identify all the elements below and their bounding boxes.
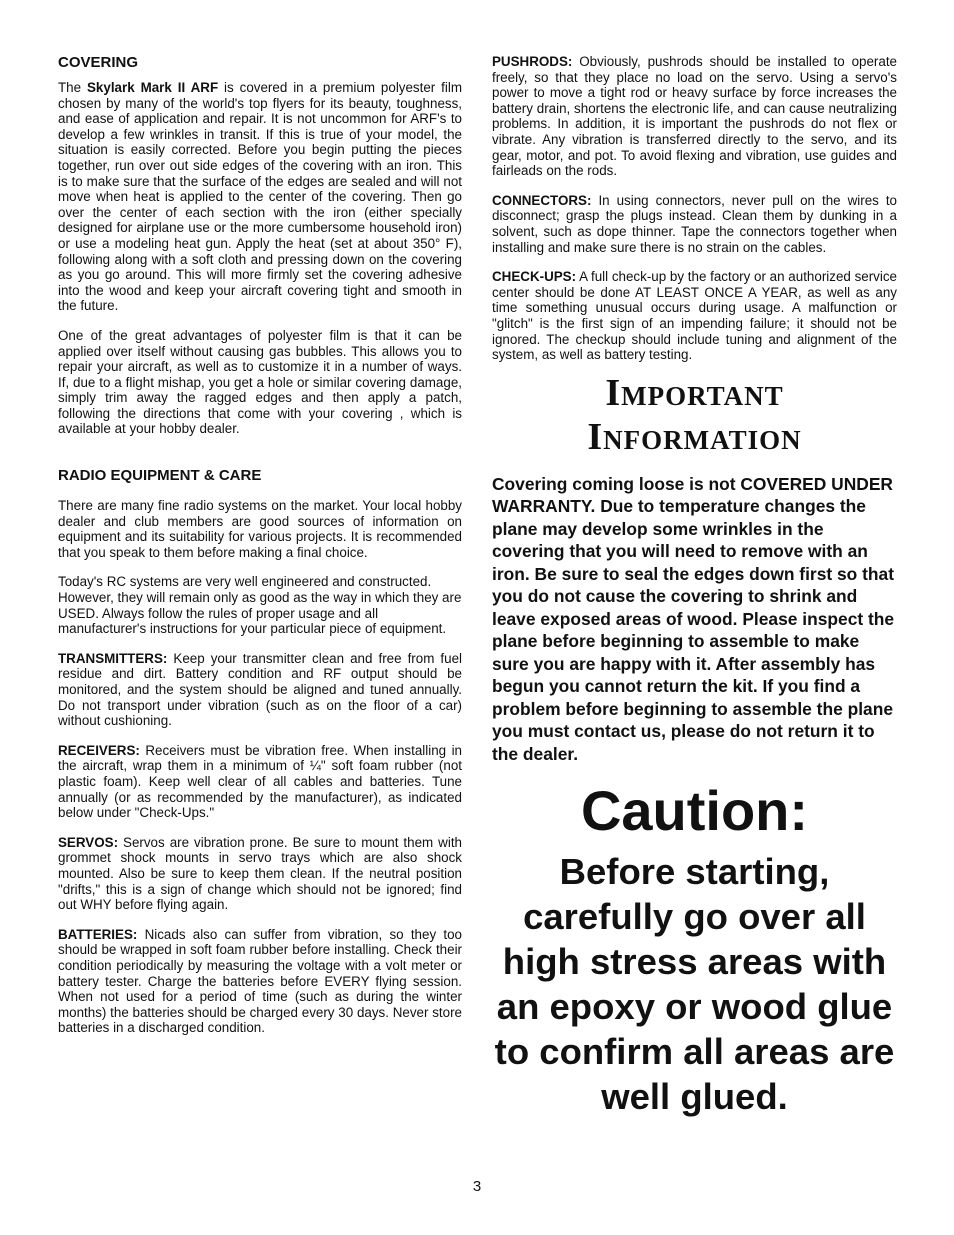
radio-paragraph-2: Today's RC systems are very well engineered and constructed. However, they will remain only as good as the way in which they are USED. Always follow the rules of proper usage and all manufacturer's instructions for your particular piece of equipment.	[58, 574, 462, 637]
covering-paragraph-2: One of the great advantages of polyester film is that it can be applied over itself without causing gas bubbles. This allows you to repair your aircraft, as well as to customize it in a number of ways. If, due to a flight mishap, you get a hole or similar covering damage, simply trim away the ragged edges and then apply a patch, following the directions that come with your covering , which is available at your hobby dealer.	[58, 327, 462, 437]
checkups-label: CHECK-UPS:	[492, 269, 577, 285]
receivers-label: RECEIVERS:	[58, 742, 140, 758]
product-name: Skylark Mark II ARF	[87, 80, 219, 95]
radio-paragraph-1: There are many fine radio systems on the market. Your local hobby dealer and club members are good sources of information on equipment and its suitability for various projects. It is recommended that you speak to them before making a final choice.	[58, 498, 462, 560]
pushrods-paragraph: PUSHRODS: Obviously, pushrods should be installed to operate freely, so that they place no load on the servo. Using a servo's power to move a tight rod or heavy surface by force increases the battery drain, shortens the electronic life, and can cause neutralizing problems. In addition, it is important the pushrods do not flex or vibrate. Any vibration is transferred directly to the servo, and its gear, motor, and pot. To avoid flexing and vibration, use guides and fairleads on the rods.	[492, 54, 897, 179]
important-information-body: Covering coming loose is not COVERED UNDER WARRANTY. Due to temperature changes the plane may develop some wrinkles in the covering that you will need to remove with an iron. Be sure to seal the edges down first so that you do not cause the covering to shrink and leave exposed areas of wood. Please inspect the plane before beginning to assemble to make sure you are happy with it. After assembly has begun you cannot return the kit. If you find a problem before beginning to assemble the plane you must contact us, please do not return it to the dealer.	[492, 473, 895, 764]
covering-heading: COVERING	[58, 54, 139, 71]
left-column	[58, 54, 462, 1036]
caution-title: Caution:	[580, 779, 809, 843]
right-column	[492, 54, 897, 1119]
page-number: 3	[472, 1178, 482, 1195]
checkups-paragraph: CHECK-UPS: A full check-up by the factory or an authorized service center should be done AT LEAST ONCE A YEAR, as well as any time something unusual occurs during usage. A malfunction or "glitch" is the first sign of an impending failure; it should not be ignored. The checkup should include tuning and alignment of the system, as well as battery testing.	[492, 269, 897, 363]
servos-paragraph: SERVOS: Servos are vibration prone. Be sure to mount them with grommet shock mounts in servo trays which are also shock mounted. Also be sure to keep them clean. If the neutral position "drifts," this is a sign of change which should not be ignored; find out WHY before flying again.	[58, 834, 462, 913]
transmitters-label: TRANSMITTERS:	[58, 650, 168, 666]
transmitters-paragraph: TRANSMITTERS: Keep your transmitter clean and free from fuel residue and dirt. Battery condition and RF output should be monitored, and the system should be aligned and tuned annually. Do not transport under vibration (such as on the floor of a car) without cushioning.	[58, 650, 462, 729]
caution-body: Before starting, carefully go over all high stress areas with an epoxy or wood glue to confirm all areas are well glued.	[494, 851, 895, 1118]
connectors-paragraph: CONNECTORS: In using connectors, never pull on the wires to disconnect; grasp the plugs instead. Clean them by dunking in a solvent, such as dope thinner. Tape the connectors together when installing and make sure there is no strain on the cables.	[492, 192, 897, 255]
receivers-paragraph: RECEIVERS: Receivers must be vibration free. When installing in the aircraft, wrap them in a minimum of ¼" soft foam rubber (not plastic foam). Keep well clear of all cables and batteries. Tune annually (or as recommended by the manufacturer), as indicated below under "Check-Ups."	[58, 742, 462, 821]
batteries-paragraph: BATTERIES: Nicads also can suffer from vibration, so they too should be wrapped in soft foam rubber before installing. Check their condition periodically by measuring the voltage with a volt meter or battery tester. Charge the batteries before EVERY flying session. When not used for a period of time (such as during the winter months) the batteries should be charged every 30 days. Never store batteries in a discharged condition.	[58, 926, 462, 1036]
connectors-label: CONNECTORS:	[492, 192, 592, 208]
important-information-title: Important Information	[587, 371, 802, 458]
batteries-label: BATTERIES:	[58, 926, 138, 942]
pushrods-label: PUSHRODS:	[492, 54, 573, 69]
radio-heading: RADIO EQUIPMENT & CARE	[58, 467, 262, 485]
covering-paragraph-1: The Skylark Mark II ARF is covered in a premium polyester film chosen by many of the world's top flyers for its beauty, toughness, and ease of application and repair. It is not uncommon for ARF's to develop a few wrinkles in transit. If this is true of your model, the situation is easily corrected. Before you begin putting the pieces together, run over out side edges of the covering with an iron. This is to make sure that the surface of the edges are sealed and will not move when heat is applied to the center of the covering. Then go over the center of each section with the iron (either specially designed for airplane use or the more cumbersome household iron) or use a modeling heat gun. Apply the heat (set at about 350° F), following along with a soft cloth and pressing down on the covering as you go around. This will more firmly set the covering adhesive into the wood and keep your aircraft covering tight and smooth in the future.	[58, 80, 462, 314]
servos-label: SERVOS:	[58, 834, 119, 850]
